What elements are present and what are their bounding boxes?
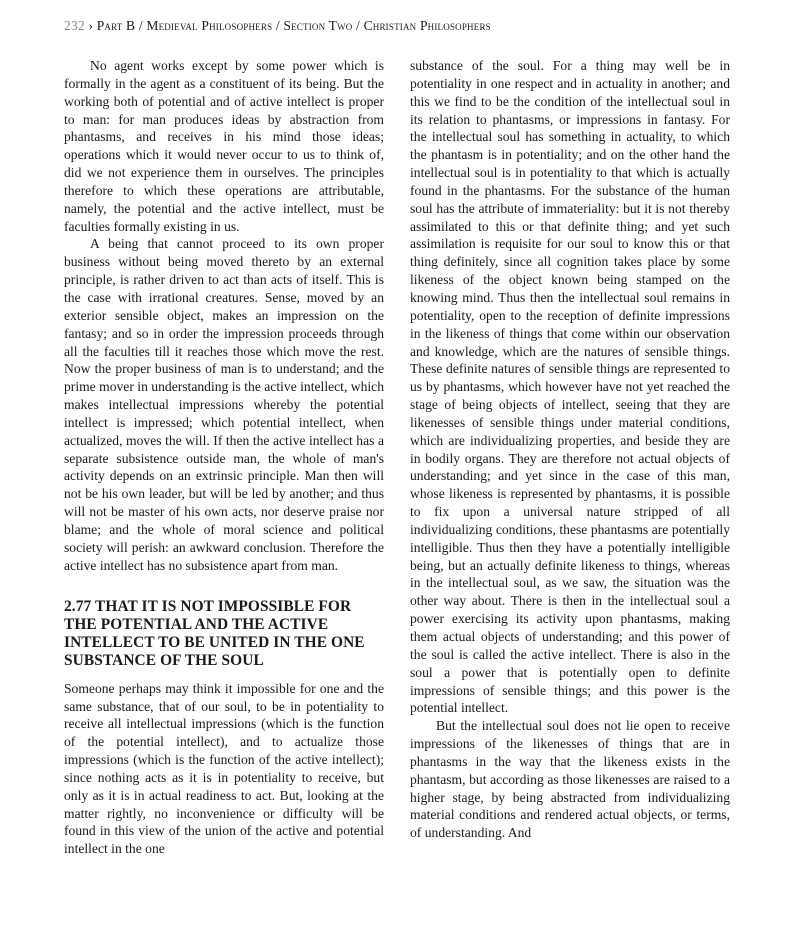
right-column — [410, 57, 730, 842]
left-column — [64, 57, 384, 858]
right-paragraph-2: But the intellectual soul does not lie open to receive impressions of the likenesses of things that are in phantasms in the way that the likeness exists in the phantasm, but according as those likenesses are raised to a higher stage, by being abstracted from individualizing material conditions and rendered actual objects, or terms, of understanding. And — [410, 718, 730, 841]
left-paragraph-1: No agent works except by some power which is formally in the agent as a constituent of its being. But the working both of potential and of active intellect is proper to man: for man produces ideas by abstraction from phantasms, and receives in his mind those ideas; operations which it would never occur to us to think of, did we not experience them in ourselves. The principles therefore to which these operations are attributable, namely, the potential and the active intellect, must be faculties formally existing in us. — [64, 58, 384, 234]
header-title: Part B / Medieval Philosophers / Section Two / Christian Philosophers — [96, 18, 491, 33]
left-paragraph-2: A being that cannot proceed to its own proper business without being moved thereto by an external principle, is rather driven to act than acts of itself. This is the case with irrational creatures. Sense, moved by an exterior sensible object, makes an impression on the fantasy; and so in order the impression proceeds through all the faculties till it reaches those which move the rest. Now the proper business of man is to understand; and the prime mover in understanding is the active intellect, which makes intellectual impressions whereby the potential intellect is impressed; which potential intellect, when actualized, moves the will. If then the active intellect has a separate subsistence outside man, the whole of man's activity depends on an extrinsic principle. Man then will not be his own leader, but will be led by another; and thus will not be master of his own acts, nor deserve praise nor blame; and the whole of moral science and political society will perish: an awkward conclusion. Therefore the active intellect has no subsistence apart from man. — [64, 236, 384, 573]
running-header — [64, 18, 744, 34]
header-arrow: › — [88, 18, 94, 33]
left-paragraph-3: Someone perhaps may think it impossible for one and the same substance, that of our soul, to be in potentiality to receive all intellectual impressions (which is the function of the potential intellect), and to actualize those impressions (which is the function of the active intellect); since nothing acts as it is in potentiality to receive, but only as it is in actual readiness to act. But, looking at the matter rightly, no inconvenience or difficulty will be found in this view of the union of the active and potential intellect in the one — [64, 680, 384, 857]
section-heading: 2.77 THAT IT IS NOT IMPOSSIBLE FOR THE POTENTIAL AND THE ACTIVE INTELLECT TO BE UNITED IN THE ONE SUBSTANCE OF THE SOUL — [64, 598, 365, 669]
right-paragraph-1: substance of the soul. For a thing may well be in potentiality in one respect and in actuality in another; and this we find to be the condition of the intellectual soul in its relation to phantasms, or impressions in fantasy. For the intellectual soul has something in actuality, to which the phantasm is in potentiality; and on the other hand the intellectual soul is in potentiality to that which is actually found in the phantasms. For the substance of the human soul has the attribute of immateriality: but it is not thereby assimilated to this or that definite thing; and yet such assimilation is requisite for our soul to know this or that thing definitely, since all cognition takes place by some likeness of the object known being stamped on the knowing mind. Thus then the intellectual soul remains in potentiality, open to the reception of definite impressions in the likeness of things that come within our observation and knowledge, which are the natures of sensible things. These definite natures of sensible things are represented to us by phantasms, which however have not yet reached the stage of being objects of intellect, seeing that they are likenesses of sensible things under material conditions, which are individualizing properties, and beside they are in bodily organs. They are therefore not actual objects of understanding; and yet since in the case of this man, whose likeness is represented by phantasms, it is possible to fix upon a universal nature stripped of all individualizing conditions, these phantasms are potentially intelligible. Thus then they have a potentially intelligible being, but an actually definite likeness to things, whereas in the intellectual soul, as we saw, the situation was the other way about. There is then in the intellectual soul a power exercising its activity upon phantasms, making them actual objects of understanding; and this power of the soul is called the active intellect. There is also in the soul a power that is potentially open to definite impressions of sensible things; and this power is the potential intellect. — [410, 58, 730, 716]
page-number: 232 — [64, 18, 85, 33]
